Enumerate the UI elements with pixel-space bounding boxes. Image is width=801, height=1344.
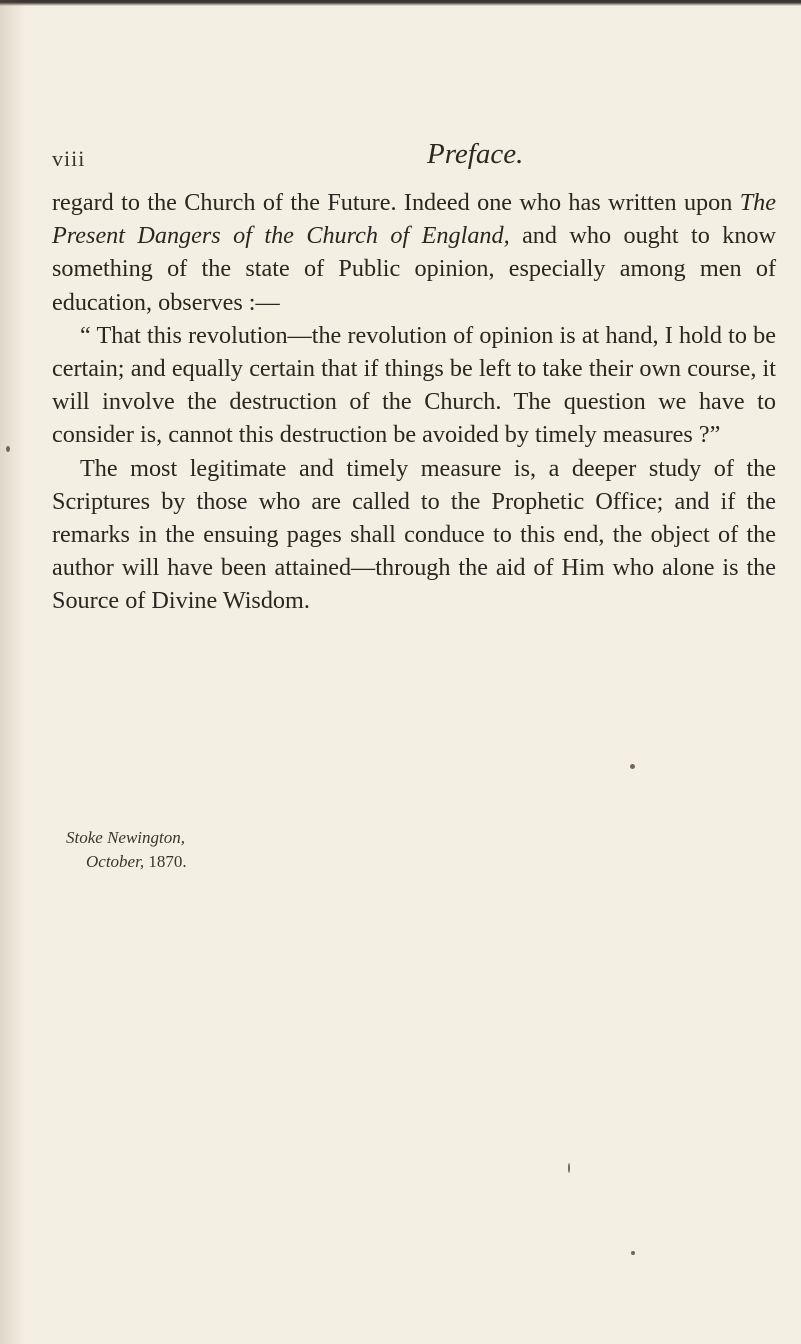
paragraph-1-text-a: regard to the Church of the Future. Indeed one who has written upon: [52, 189, 740, 216]
cited-book-title: The Present Dangers of the Church of England,: [52, 189, 776, 250]
paper-speck: [631, 1251, 635, 1255]
paragraph-2-quotation: [52, 319, 776, 452]
paragraph-1-text-b: and who ought to know something of the state of Public opinion, especially among men of education, observes :—: [52, 222, 776, 316]
signoff-date: [66, 850, 187, 874]
paragraph-1: [52, 186, 776, 319]
binding-shadow: [0, 0, 26, 1344]
paragraph-3-text: The most legitimate and timely measure is, a deeper study of the Scriptures by those who are called to the Prophetic Office; and if the remarks in the ensuing pages shall conduce to this end, the object of the author will have been attained—through the aid of Him who alone is the Source of Divine Wisdom.: [52, 454, 776, 615]
signoff: [66, 826, 187, 874]
signoff-place: Stoke Newington,: [66, 828, 185, 847]
signoff-year: 1870.: [148, 852, 187, 871]
paragraph-3: [52, 452, 776, 618]
body-text: [52, 186, 776, 618]
paper-speck: [6, 446, 10, 452]
signoff-month: October,: [86, 852, 145, 871]
paper-speck: [568, 1163, 570, 1173]
paragraph-2-text: “ That this revolution—the revolution of opinion is at hand, I hold to be certain; and equally certain that if things be left to take their own course, it will involve the destruction of the Church. The question we have to consider is, cannot this destruction be avoided by timely measures ?”: [52, 321, 776, 449]
page-number: viii: [52, 146, 86, 171]
running-head: [52, 138, 772, 178]
paper-speck: [630, 764, 635, 769]
running-title: Preface.: [427, 138, 524, 170]
page-top-edge: [0, 0, 801, 6]
